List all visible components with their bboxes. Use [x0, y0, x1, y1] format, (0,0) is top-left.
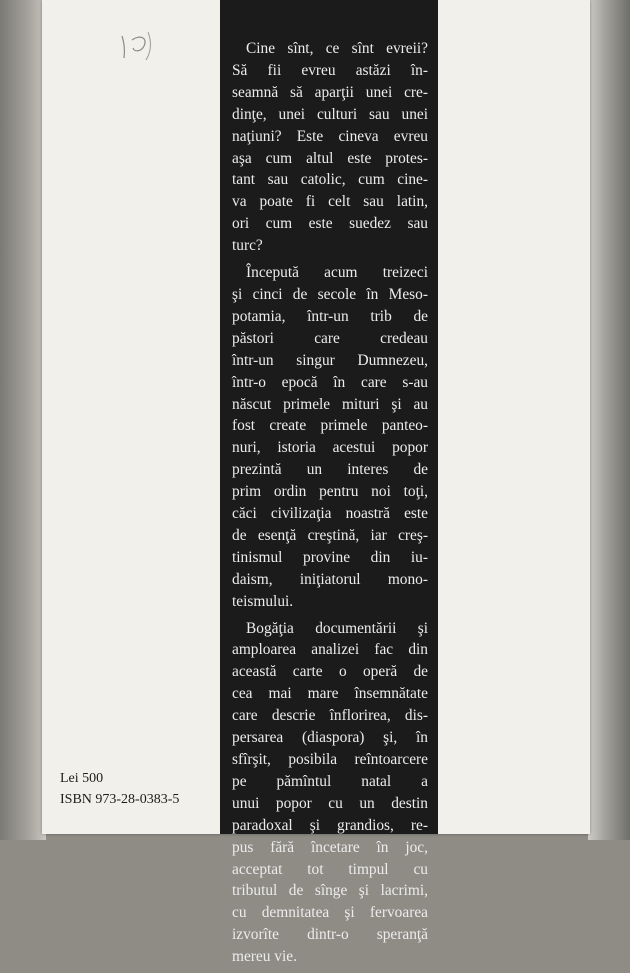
- text-line: ori cum este suedez sau: [232, 215, 428, 233]
- text-line: turc?: [232, 237, 263, 255]
- backdrop-right: [588, 0, 630, 840]
- text-line: care descrie înflorirea, dis-: [232, 707, 428, 725]
- text-line: mereu vie.: [232, 948, 297, 966]
- backdrop-left: [0, 0, 46, 840]
- text-line: pus fără încetare în joc,: [232, 838, 428, 856]
- text-line: căci civilizaţia noastră este: [232, 505, 428, 523]
- text-line: într-o epocă în care s-au: [232, 373, 428, 391]
- text-line: tinismul provine din iu-: [232, 548, 428, 566]
- text-line: născut primele mituri şi au: [232, 395, 428, 413]
- price-label: Lei 500: [60, 771, 104, 786]
- text-line: izvorîte dintr-o speranţă: [232, 926, 428, 944]
- text-line: păstori care credeau: [232, 329, 428, 347]
- text-line: Să fii evreu astăzi în-: [232, 61, 428, 79]
- text-line: cea mai mare însemnătate: [232, 685, 428, 703]
- pencil-mark-icon: [118, 28, 158, 64]
- text-line: Începută acum treizeci: [246, 264, 428, 282]
- text-line: Bogăţia documentării şi: [246, 619, 428, 637]
- text-line: şi cinci de secole în Meso-: [232, 285, 428, 303]
- text-line: seamnă să aparţii unei cre-: [232, 83, 428, 101]
- text-line: amploarea analizei fac din: [232, 641, 428, 659]
- text-line: tributul de sînge şi lacrimi,: [232, 882, 428, 900]
- price-isbn-block: [60, 768, 179, 810]
- text-line: tant sau catolic, cum cine-: [232, 171, 428, 189]
- text-line: dinţe, unei culturi sau unei: [232, 105, 428, 123]
- text-line: de esenţă creştină, iar creş-: [232, 526, 428, 544]
- text-line: aşa cum altul este protes-: [232, 149, 428, 167]
- text-line: sfîrşit, posibila reîntoarcere: [232, 751, 428, 768]
- text-line: va poate fi celt sau latin,: [232, 193, 428, 211]
- text-line: într-un singur Dumnezeu,: [232, 351, 428, 369]
- text-line: prim ordin pentru noi toţi,: [232, 483, 428, 501]
- text-line: această carte o operă de: [232, 663, 428, 681]
- text-line: daism, iniţiatorul mono-: [232, 570, 428, 588]
- isbn-label: ISBN 973-28-0383-5: [60, 792, 180, 807]
- text-line: fost create primele panteo-: [232, 417, 428, 435]
- blurb-paragraph-1: [232, 38, 428, 257]
- text-line: persarea (diaspora) şi, în: [232, 729, 428, 747]
- text-line: teismului.: [232, 592, 294, 610]
- blurb-paragraph-2: [232, 262, 428, 613]
- text-line: potamia, într-un trib de: [232, 307, 428, 325]
- text-line: unui popor cu un destin: [232, 794, 428, 812]
- text-line: prezintă un interes de: [232, 461, 428, 479]
- text-line: pe pămîntul natal a: [232, 772, 428, 790]
- blurb-text: [232, 38, 428, 973]
- text-line: Cine sînt, ce sînt evreii?: [246, 40, 428, 57]
- text-line: cu demnitatea şi fervoarea: [232, 904, 428, 922]
- blurb-paragraph-3: [232, 618, 428, 969]
- text-line: paradoxal şi grandios, re-: [232, 816, 428, 834]
- text-line: acceptat tot timpul cu: [232, 860, 428, 878]
- text-line: nuri, istoria acestui popor: [232, 439, 428, 457]
- text-line: naţiuni? Este cineva evreu: [232, 127, 428, 145]
